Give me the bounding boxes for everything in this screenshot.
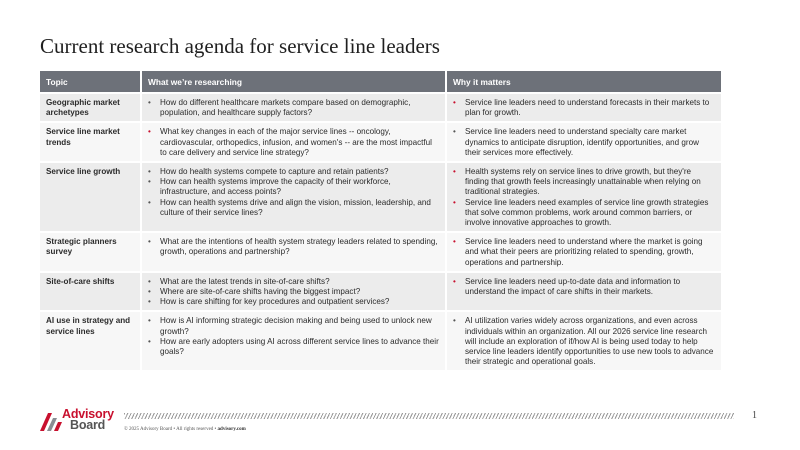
researching-cell [141,122,446,162]
bullet-item: • Service line leaders need to understand where the market is going and what their peers are prioritizing related to spending, growth, operations and partnership. [453,237,715,268]
table-row [40,272,721,312]
researching-cell [141,232,446,272]
bullet-item: • How can health systems improve the capacity of their workforce, infrastructure, and access points? [148,177,439,197]
bullet-item: • How is care shifting for key procedures and outpatient services? [148,297,439,307]
table-header-row [40,71,721,93]
table-body [40,93,721,370]
bullet-item: • How do health systems compete to capture and retain patients? [148,167,439,177]
topic-cell: Service line growth [40,162,141,232]
bullet-item: • What are the intentions of health system strategy leaders related to spending, growth, operations and partnership? [148,237,439,257]
table-row [40,311,721,370]
topic-cell: Strategic planners survey [40,232,141,272]
table-row [40,162,721,232]
why-cell [446,232,721,272]
bullet-item: • Service line leaders need examples of service line growth strategies that solve common problems, work around common barriers, or involve innovative approaches to growth. [453,198,715,229]
table-row [40,232,721,272]
bullet-list [148,316,439,357]
bullet-item: • Health systems rely on service lines to drive growth, but they're finding that growth feels increasingly unattainable when relying on traditional strategies. [453,167,715,198]
bullet-list [453,316,715,367]
researching-cell [141,272,446,312]
page-title: Current research agenda for service line leaders [40,34,440,58]
bullet-list [148,127,439,158]
bullet-list [148,277,439,308]
topic-cell: Geographic market archetypes [40,93,141,122]
logo-mark-icon [40,410,64,432]
logo-word-board: Board [70,418,106,432]
why-cell [446,162,721,232]
bullet-list [453,237,715,268]
bullet-list [148,167,439,218]
bullet-item: • Service line leaders need up-to-date data and information to understand the impact of care shifts in their markets. [453,277,715,297]
why-cell [446,272,721,312]
header-why: Why it matters [446,71,721,93]
bullet-item: • What key changes in each of the major service lines -- oncology, cardiovascular, orthopedics, infusion, and women's -- are the most impactful to care delivery and service line strategy? [148,127,439,158]
bullet-item: • Service line leaders need to understand specialty care market dynamics to anticipate disruption, identify opportunities, and grow their services more effectively. [453,127,715,158]
why-cell [446,311,721,370]
bullet-list [453,277,715,297]
bullet-item: • How are early adopters using AI across different service lines to advance their goals? [148,337,439,357]
table-row [40,122,721,162]
why-cell [446,122,721,162]
bullet-list [148,98,439,118]
bullet-item: • Service line leaders need to understand forecasts in their markets to plan for growth. [453,98,715,118]
logo-word-advisory: Advisory [62,407,114,421]
why-cell [446,93,721,122]
bullet-item: • How can health systems drive and align the vision, mission, leadership, and culture of their service lines? [148,198,439,218]
bullet-item: • AI utilization varies widely across organizations, and even across individuals within an organization. All our 2026 service line research will include an exploration of if/how AI is being used today to help service line leaders identify opportunities to use new tools to advance their strategic and operational goals. [453,316,715,367]
copyright-text: © 2025 Advisory Board • All rights reserved • [124,427,218,432]
researching-cell [141,93,446,122]
researching-cell [141,162,446,232]
copyright-notice [124,427,246,432]
header-topic: Topic [40,71,141,93]
bullet-list [148,237,439,257]
copyright-site-link[interactable]: advisory.com [217,427,246,432]
bullet-item: • Where are site-of-care shifts having the biggest impact? [148,287,439,297]
bullet-list [453,167,715,228]
researching-cell [141,311,446,370]
bullet-list [453,98,715,118]
footer-hatch-divider [124,413,734,419]
page-number: 1 [752,410,757,421]
topic-cell: Service line market trends [40,122,141,162]
bullet-list [453,127,715,158]
bullet-item: • What are the latest trends in site-of-care shifts? [148,277,439,287]
topic-cell: AI use in strategy and service lines [40,311,141,370]
header-researching: What we’re researching [141,71,446,93]
advisory-board-logo [40,407,120,432]
bullet-item: • How do different healthcare markets compare based on demographic, population, and healthcare supply factors? [148,98,439,118]
bullet-item: • How is AI informing strategic decision making and being used to unlock new growth? [148,316,439,336]
topic-cell: Site-of-care shifts [40,272,141,312]
research-agenda-table [40,71,721,370]
table-row [40,93,721,122]
